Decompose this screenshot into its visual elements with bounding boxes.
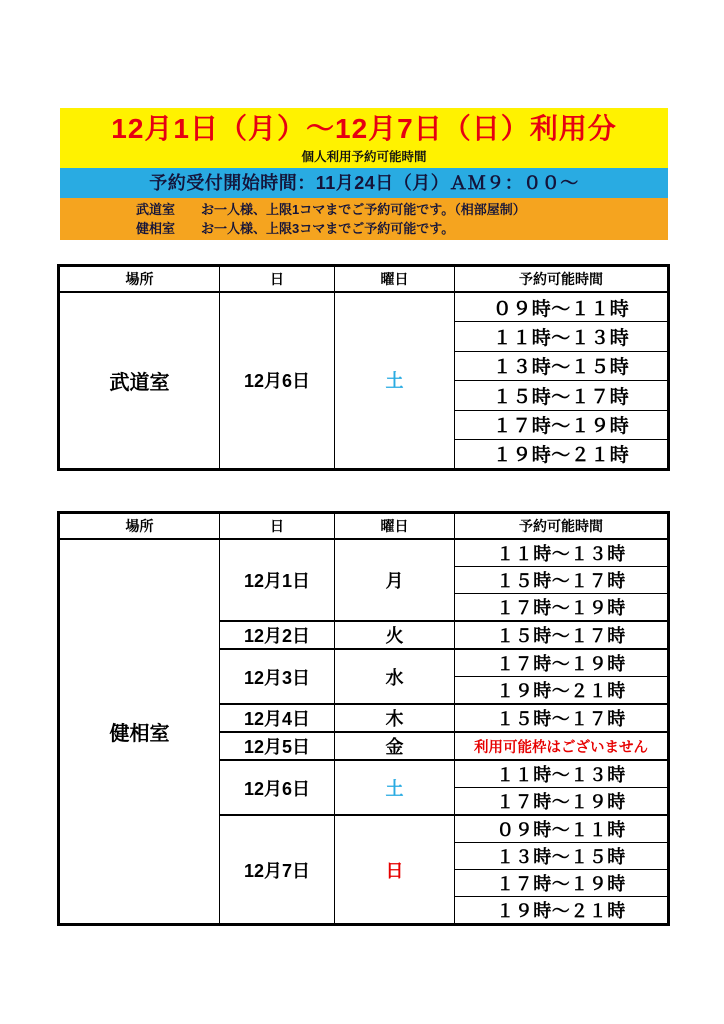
time-slot-cell: ０９時～１１時	[455, 815, 669, 843]
time-slot-cell: １９時～２１時	[455, 897, 669, 925]
table-header-row	[59, 266, 669, 293]
place-cell: 武道室	[59, 292, 220, 469]
time-slot-cell: １５時～１７時	[455, 381, 669, 411]
date-cell: 12月7日	[220, 815, 335, 925]
header-day: 曜日	[335, 513, 455, 540]
date-cell: 12月6日	[220, 292, 335, 469]
table-row	[59, 539, 669, 567]
time-slot-cell: １５時～１７時	[455, 704, 669, 732]
time-slot-cell: １９時～２１時	[455, 440, 669, 470]
period-title: 12月1日（月）～12月7日（日）利用分	[111, 113, 617, 144]
header-place: 場所	[59, 513, 220, 540]
day-cell: 土	[335, 292, 455, 469]
kensoshitsu-schedule-table	[57, 511, 670, 926]
time-slot-cell: １９時～２１時	[455, 677, 669, 705]
day-cell: 火	[335, 621, 455, 649]
date-cell: 12月4日	[220, 704, 335, 732]
date-cell: 12月6日	[220, 760, 335, 815]
day-cell: 水	[335, 649, 455, 704]
time-slot-cell: ０９時～１１時	[455, 292, 669, 322]
reception-start-band: 予約受付開始時間：11月24日（月）ＡＭ９：００～	[60, 168, 668, 198]
header-date: 日	[220, 513, 335, 540]
note-budoshitsu: 武道室 お一人様、上限1コマまでご予約可能です。（相部屋制）	[136, 202, 526, 217]
place-cell: 健相室	[59, 539, 220, 925]
budoshitsu-schedule-table	[57, 264, 670, 471]
header-day: 曜日	[335, 266, 455, 293]
date-cell: 12月5日	[220, 732, 335, 760]
day-cell: 日	[335, 815, 455, 925]
time-slot-cell: １５時～１７時	[455, 621, 669, 649]
date-cell: 12月3日	[220, 649, 335, 704]
note-kensoshitsu: 健相室 お一人様、上限3コマまでご予約可能です。	[136, 221, 455, 236]
day-cell: 土	[335, 760, 455, 815]
header-times: 予約可能時間	[455, 266, 669, 293]
day-cell: 月	[335, 539, 455, 621]
time-slot-cell: １７時～１９時	[455, 410, 669, 440]
period-band	[60, 108, 668, 168]
time-slot-cell: １７時～１９時	[455, 788, 669, 816]
day-cell: 金	[335, 732, 455, 760]
date-cell: 12月1日	[220, 539, 335, 621]
period-subtitle: 個人利用予約可能時間	[301, 150, 427, 164]
time-slot-cell: １７時～１９時	[455, 870, 669, 897]
notice-banner	[60, 108, 668, 240]
usage-notes-band	[60, 198, 668, 240]
time-slot-cell: １３時～１５時	[455, 843, 669, 870]
no-slots-notice: 利用可能枠はございません	[455, 732, 669, 760]
time-slot-cell: １７時～１９時	[455, 594, 669, 622]
table-header-row	[59, 513, 669, 540]
time-slot-cell: １５時～１７時	[455, 567, 669, 594]
header-times: 予約可能時間	[455, 513, 669, 540]
time-slot-cell: １１時～１３時	[455, 760, 669, 788]
header-date: 日	[220, 266, 335, 293]
time-slot-cell: １１時～１３時	[455, 322, 669, 352]
table-row	[59, 292, 669, 322]
time-slot-cell: １３時～１５時	[455, 351, 669, 381]
day-cell: 木	[335, 704, 455, 732]
date-cell: 12月2日	[220, 621, 335, 649]
time-slot-cell: １１時～１３時	[455, 539, 669, 567]
header-place: 場所	[59, 266, 220, 293]
time-slot-cell: １７時～１９時	[455, 649, 669, 677]
